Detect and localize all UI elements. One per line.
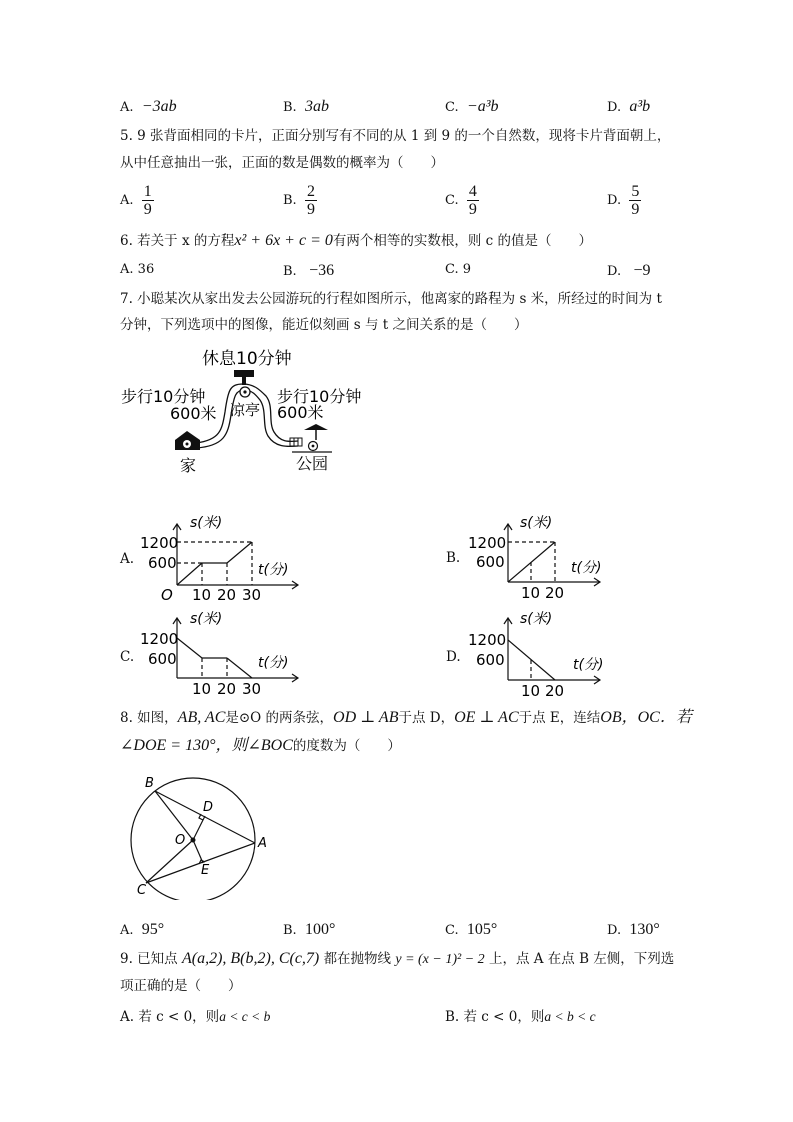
graph-a-label: A. <box>120 551 135 567</box>
graph-c-x30: 30 <box>242 680 262 698</box>
graph-d-y600: 600 <box>476 651 505 669</box>
graph-a-x10: 10 <box>192 586 212 602</box>
label-c: C <box>137 883 147 898</box>
q5-option-b: B. $\frac{2}{9}$ <box>283 183 315 218</box>
graph-d-x-label: t(分) <box>573 657 604 673</box>
graph-a-segment-walk1 <box>177 563 202 585</box>
graph-d <box>466 608 606 700</box>
graph-a-y1200: 1200 <box>140 534 179 552</box>
graph-c-segment-walk2 <box>227 658 252 678</box>
q9-option-b: B. 若 c < 0，则a < b < c <box>445 1009 596 1025</box>
graph-a-origin: O <box>161 586 173 602</box>
graph-a <box>140 510 300 602</box>
q4-option-d: D. a³b <box>607 98 651 115</box>
graph-c <box>140 608 300 700</box>
q4-option-c: C. −a³b <box>445 98 499 115</box>
label-a: A <box>258 836 267 851</box>
graph-b-y600: 600 <box>476 553 505 571</box>
graph-c-y1200: 1200 <box>140 630 179 648</box>
q7-line1: 7. 小聪某次从家出发去公园游玩的行程如图所示，他离家的路程为 s 米，所经过的时间为 t <box>120 291 662 307</box>
walk-left-label: 步行10分钟 <box>121 387 206 406</box>
q8-option-c: C. 105° <box>445 921 498 938</box>
q8-option-d: D. 130° <box>607 921 660 938</box>
q8-option-b: B. 100° <box>283 921 336 938</box>
q5-line2: 从中任意抽出一张，正面的数是偶数的概率为（ ） <box>120 155 444 171</box>
q9-line2: 项正确的是（ ） <box>120 978 242 994</box>
label-b: B <box>145 776 154 791</box>
q7-line2: 分钟，下列选项中的图像，能近似刻画 s 与 t 之间关系的是（ ） <box>120 317 528 333</box>
park-icon <box>290 424 332 452</box>
label-o: O <box>175 833 186 848</box>
graph-b-label: B. <box>446 550 461 566</box>
graph-b-y1200: 1200 <box>468 534 507 552</box>
graph-d-x20: 20 <box>545 682 565 700</box>
segment-oe <box>193 840 203 863</box>
home-label: 家 <box>180 456 197 475</box>
q6-option-d: D. −9 <box>607 262 651 279</box>
q5-line1: 5. 9 张背面相同的卡片，正面分别写有不同的从 1 到 9 的一个自然数，现将卡片背面朝上， <box>120 128 671 144</box>
graph-b-x-label: t(分) <box>571 560 602 576</box>
q4-option-a: A. −3ab <box>120 98 177 115</box>
graph-c-x10: 10 <box>192 680 212 698</box>
graph-b <box>466 510 606 602</box>
label-d: D <box>203 800 214 815</box>
graph-c-x20: 20 <box>217 680 237 698</box>
graph-d-y-label: s(米) <box>520 611 553 627</box>
pavilion-label: 凉亭 <box>230 401 261 419</box>
graph-c-x-label: t(分) <box>258 655 289 671</box>
graph-a-y600: 600 <box>148 554 177 572</box>
q4-option-b: B. 3ab <box>283 98 329 115</box>
q9-parabola: y = (x − 1)² − 2 <box>395 952 485 967</box>
graph-a-segment-walk2 <box>227 542 252 563</box>
circle-figure <box>125 770 275 900</box>
graph-a-x20: 20 <box>217 586 237 602</box>
q5-option-a: A. $\frac{1}{9}$ <box>120 183 152 218</box>
graph-c-y600: 600 <box>148 650 177 668</box>
q6-option-c: C. 9 <box>445 262 472 277</box>
q6-option-a: A. 36 <box>120 262 155 277</box>
graph-c-label: C. <box>120 649 135 665</box>
walk-right-label: 步行10分钟 <box>277 387 362 406</box>
graph-a-y-label: s(米) <box>190 515 223 531</box>
label-e: E <box>201 863 210 878</box>
q6-equation: x² + 6x + c = 0 <box>234 232 333 249</box>
graph-d-label: D. <box>446 649 461 665</box>
q8-line1: 8. 如图，AB, AC是⊙O 的两条弦，OD ⊥ AB于点 D，OE ⊥ AC于点 E，连结OB，OC．若 <box>120 709 692 726</box>
q9-line1: 9. 已知点 A(a,2), B(b,2), C(c,7) 都在抛物线 y = (x − 1)² − 2 上，点 A 在点 B 左侧，下列选 <box>120 950 675 967</box>
park-label: 公园 <box>296 454 329 473</box>
graph-c-y-label: s(米) <box>190 611 223 627</box>
graph-a-x30: 30 <box>242 586 262 602</box>
graph-a-x-label: t(分) <box>258 562 289 578</box>
q6-option-b: B. −36 <box>283 262 335 279</box>
graph-d-x10: 10 <box>521 682 541 700</box>
route-map <box>110 340 380 480</box>
rest-label: 休息10分钟 <box>202 349 292 369</box>
q9-option-a: A. 若 c < 0，则a < c < b <box>120 1009 271 1025</box>
home-icon <box>175 431 200 450</box>
segment-oc <box>146 840 193 883</box>
graph-d-y1200: 1200 <box>468 631 507 649</box>
q5-option-c: C. $\frac{4}{9}$ <box>445 183 477 218</box>
q6-question: 6. 若关于 x 的方程x² + 6x + c = 0有两个相等的实数根，则 c 的值是（ ） <box>120 232 593 249</box>
graph-b-x10: 10 <box>521 584 541 602</box>
q5-option-d: D. $\frac{5}{9}$ <box>607 183 640 218</box>
dist-left-label: 600米 <box>170 404 217 423</box>
graph-b-x20: 20 <box>545 584 565 602</box>
graph-b-y-label: s(米) <box>520 515 553 531</box>
graph-c-segment-walk1 <box>177 638 202 658</box>
q8-option-a: A. 95° <box>120 921 165 938</box>
segment-ob <box>155 791 193 840</box>
q9-points: A(a,2), B(b,2), C(c,7) <box>181 950 320 967</box>
q8-line2: ∠DOE = 130°，则∠BOC的度数为（ ） <box>120 737 401 754</box>
dist-right-label: 600米 <box>277 403 324 422</box>
